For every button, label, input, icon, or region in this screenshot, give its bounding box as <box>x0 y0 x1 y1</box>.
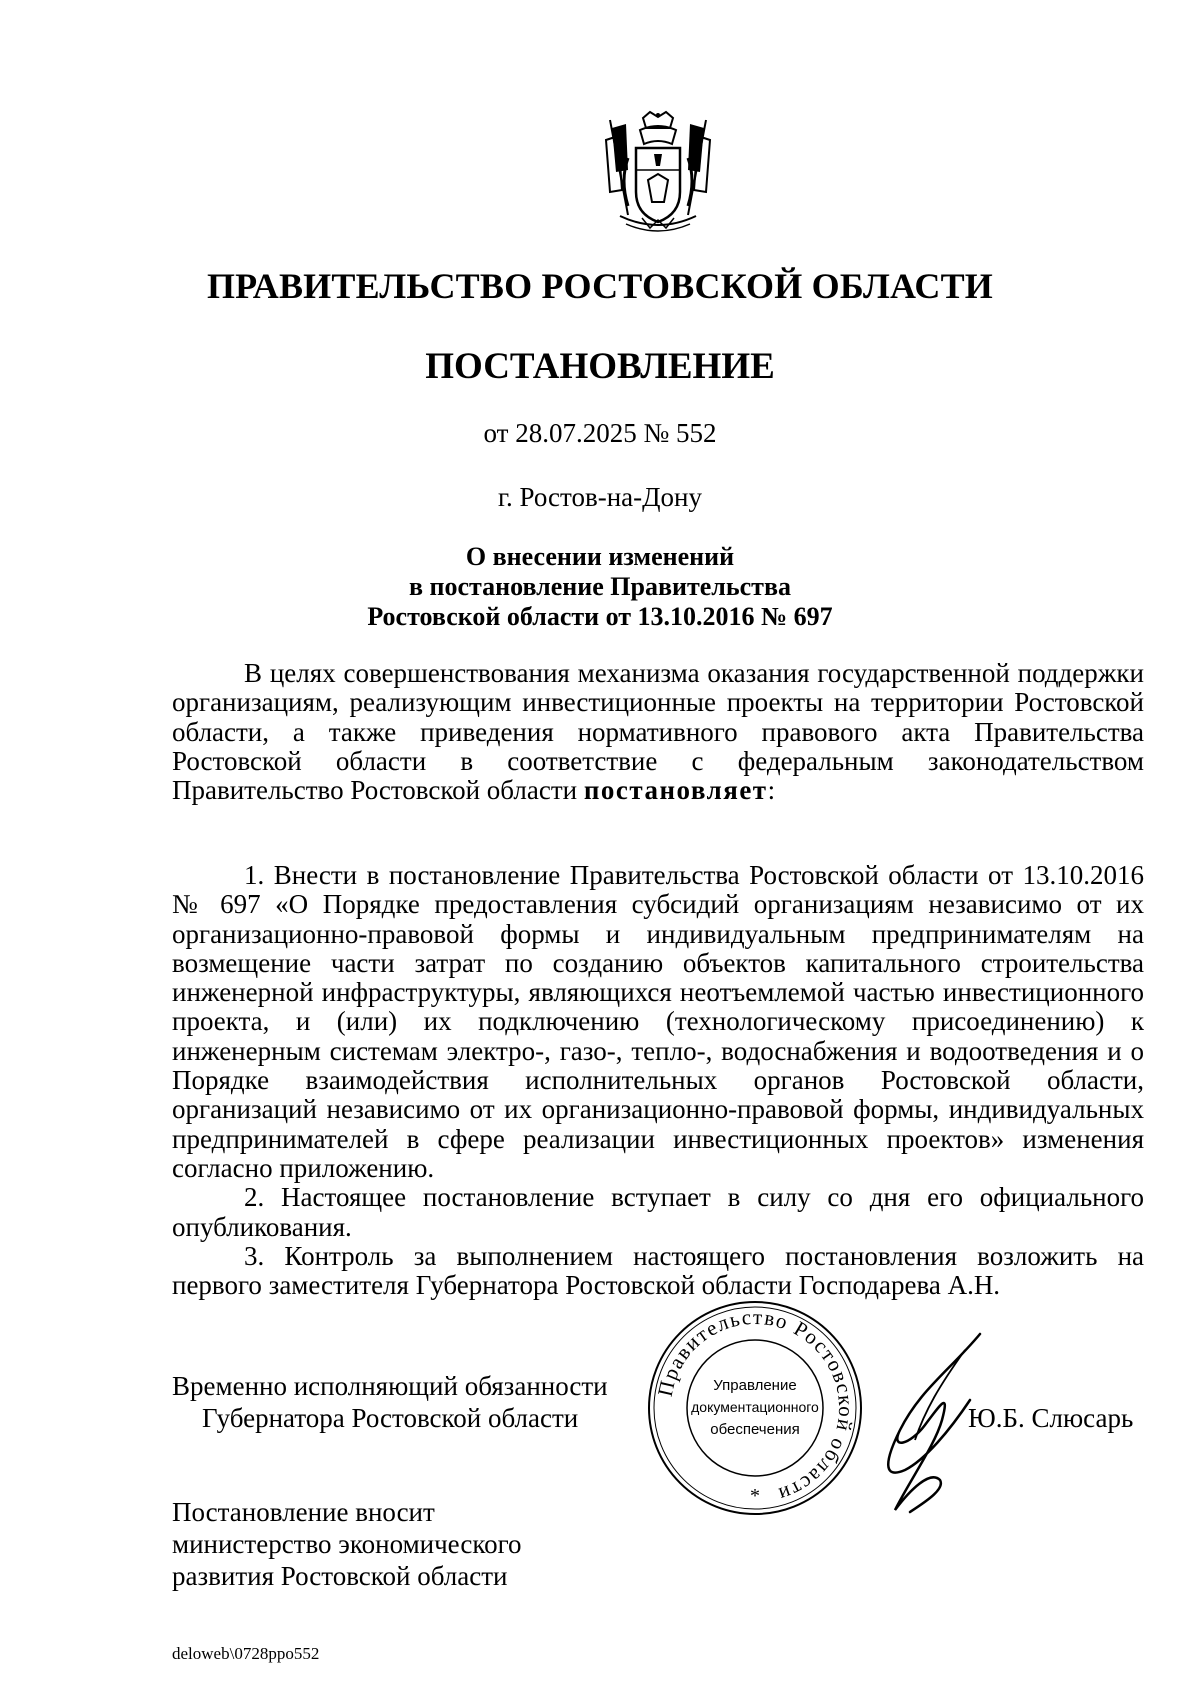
stamp-center-line: обеспечения <box>710 1421 800 1438</box>
subject-line: в постановление Правительства <box>408 572 791 601</box>
subject-line: Ростовской области от 13.10.2016 № 697 <box>367 602 833 631</box>
preamble-text: В целях совершенствования механизма оказания государственной поддержки организациям, реализующим инвестиционные проекты на территории Ростовской области, а также приведения нормативного правового акта Правительства Ростовской области в соответствие с федеральным законодательством Правительство Ростовской области <box>172 658 1144 806</box>
submitted-by-line: министерство экономического <box>172 1529 522 1559</box>
stamp-star: * <box>750 1485 760 1507</box>
document-date-number: от 28.07.2025 № 552 <box>483 418 717 448</box>
document-type: ПОСТАНОВЛЕНИЕ <box>425 346 775 387</box>
submitted-by-line: развития Ростовской области <box>172 1561 508 1591</box>
decree-item: 2. Настоящее постановление вступает в силу со дня его официального опубликования. <box>172 1182 1144 1242</box>
document-subject <box>0 542 1200 632</box>
document-place: г. Ростов-на-Дону <box>497 482 702 512</box>
submitted-by-line: Постановление вносит <box>172 1497 435 1527</box>
submitted-by <box>172 1496 521 1592</box>
government-title: ПРАВИТЕЛЬСТВО РОСТОВСКОЙ ОБЛАСТИ <box>206 266 994 306</box>
decree-colon: : <box>767 775 776 806</box>
decree-items <box>172 861 1144 1300</box>
file-reference: deloweb\0728ppo552 <box>172 1644 320 1663</box>
position-line: Временно исполняющий обязанности <box>172 1371 608 1401</box>
subject-line: О внесении изменений <box>465 542 735 571</box>
stamp-center-line: Управление <box>713 1377 797 1394</box>
signatory-name: Ю.Б. Слюсарь <box>968 1403 1134 1433</box>
stamp-ring-text: Правительство Ростовской области <box>652 1304 859 1508</box>
preamble <box>172 659 1144 805</box>
preamble-paragraph <box>172 659 1144 805</box>
decree-item: 1. Внести в постановление Правительства Ростовской области от 13.10.2016 № 697 «О Порядке предоставления субсидий организациям независимо от их организационно-правовой формы и индивидуальным предпринимателям на возмещение части затрат по созданию объектов капитального строительства инженерной инфраструктуры, являющихся неотъемлемой частью инвестиционного проекта, и (или) их подключению (технологическому присоединению) к инженерным системам электро-, газо-, тепло-, водоснабжения и водоотведения и о Порядке взаимодействия исполнительных органов Ростовской области, организаций независимо от их организационно-правовой формы, индивидуальных предпринимателей в сфере реализации инвестиционных проектов» изменения согласно приложению. <box>172 860 1144 1183</box>
official-stamp <box>645 1298 865 1518</box>
decree-item: 3. Контроль за выполнением настоящего постановления возложить на первого заместителя Губернатора Ростовской области Господарева А.Н. <box>172 1240 1144 1301</box>
decree-word: постановляет <box>583 775 768 806</box>
stamp-center-line: документационного <box>691 1399 819 1415</box>
signatory-position <box>172 1370 608 1434</box>
coat-of-arms-icon <box>598 110 718 240</box>
position-line: Губернатора Ростовской области <box>202 1403 579 1433</box>
